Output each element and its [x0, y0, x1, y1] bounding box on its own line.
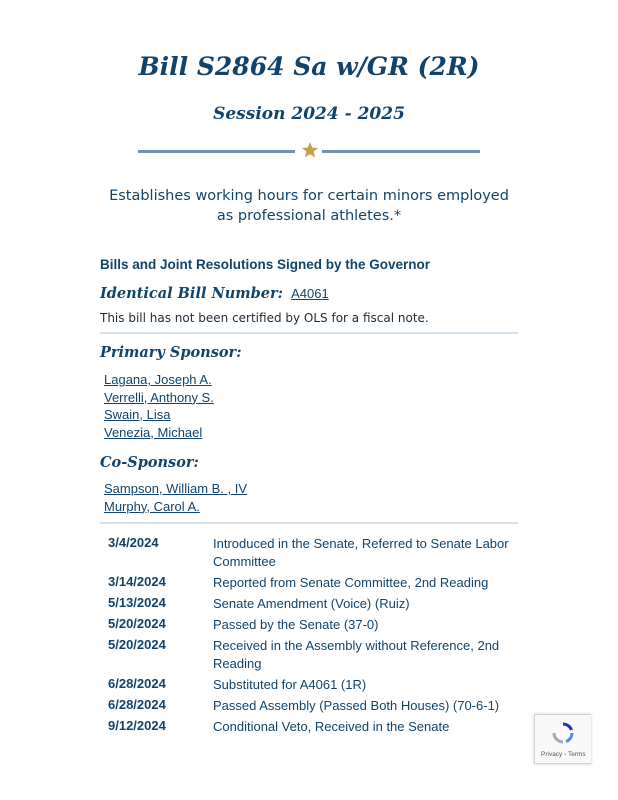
history-row	[100, 676, 518, 697]
history-row	[100, 697, 518, 718]
sponsor-link[interactable]: Verrelli, Anthony S.	[104, 389, 214, 405]
sponsor-item	[104, 423, 214, 441]
history-date: 5/20/2024	[108, 637, 166, 652]
history-date: 5/20/2024	[108, 616, 166, 631]
title-divider-left	[138, 150, 295, 153]
sponsor-item	[104, 388, 214, 406]
title-divider-right	[322, 150, 480, 153]
page-title: Bill S2864 Sa w/GR (2R)	[138, 52, 480, 81]
co-sponsor-label: Co-Sponsor:	[100, 454, 199, 471]
bill-description: Establishes working hours for certain minors employed as professional athletes.*	[109, 188, 509, 224]
history-row	[100, 718, 518, 739]
co-sponsor-link[interactable]: Murphy, Carol A.	[104, 498, 200, 514]
recaptcha-badge[interactable]	[534, 714, 591, 764]
history-row	[100, 574, 518, 595]
star-icon	[300, 140, 320, 160]
recaptcha-icon	[551, 721, 575, 745]
history-date: 5/13/2024	[108, 595, 166, 610]
history-action: Conditional Veto, Received in the Senate	[213, 719, 450, 734]
history-row	[100, 616, 518, 637]
history-action: Substituted for A4061 (1R)	[213, 677, 367, 692]
identical-bill-link[interactable]: A4061	[291, 286, 329, 301]
history-row	[100, 535, 518, 574]
history-row	[100, 637, 518, 676]
bill-history	[100, 535, 518, 739]
history-date: 9/12/2024	[108, 718, 166, 733]
co-sponsor-link[interactable]: Sampson, William B. , IV	[104, 481, 248, 496]
co-sponsor-item	[104, 497, 247, 515]
history-date: 3/14/2024	[108, 574, 166, 589]
co-sponsor-item	[104, 479, 247, 497]
identical-bill	[100, 283, 329, 302]
section-divider	[100, 332, 518, 334]
primary-sponsor-label: Primary Sponsor:	[100, 344, 242, 361]
history-action: Passed Assembly (Passed Both Houses) (70-6-1)	[213, 698, 500, 713]
primary-sponsor-list	[104, 370, 214, 440]
history-action: Introduced in the Senate, Referred to Senate Labor Committee	[213, 536, 509, 569]
history-date: 6/28/2024	[108, 676, 166, 691]
history-action: Received in the Assembly without Reference, 2nd Reading	[213, 638, 500, 671]
history-date: 6/28/2024	[108, 697, 166, 712]
fiscal-note: This bill has not been certified by OLS for a fiscal note.	[100, 311, 429, 325]
history-date: 3/4/2024	[108, 535, 159, 550]
history-action: Reported from Senate Committee, 2nd Reading	[213, 575, 489, 590]
history-action: Passed by the Senate (37-0)	[213, 617, 379, 632]
history-row	[100, 595, 518, 616]
sponsor-item	[104, 405, 214, 423]
recaptcha-links[interactable]: Privacy - Terms	[541, 751, 586, 758]
sponsor-link[interactable]: Swain, Lisa	[104, 407, 171, 422]
history-action: Senate Amendment (Voice) (Ruiz)	[213, 596, 410, 611]
session-subtitle: Session 2024 - 2025	[213, 104, 405, 124]
co-sponsor-list	[104, 479, 247, 514]
sponsor-link[interactable]: Lagana, Joseph A.	[104, 372, 212, 387]
sponsor-item	[104, 370, 214, 388]
sponsor-link[interactable]: Venezia, Michael	[104, 424, 203, 440]
bill-category: Bills and Joint Resolutions Signed by the Governor	[100, 257, 431, 272]
section-divider	[100, 522, 518, 524]
identical-bill-label: Identical Bill Number:	[100, 285, 283, 302]
